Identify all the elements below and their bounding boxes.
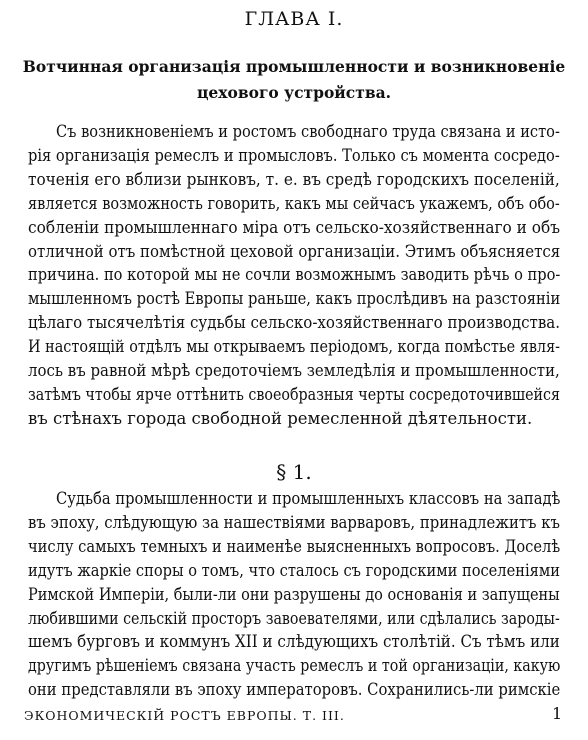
chapter-heading: ГЛАВА I. — [244, 8, 344, 30]
text-line: собленiи промышленнаго мiра отъ сельско-хозяйственнаго и объ — [28, 217, 560, 237]
text-line: Римской Имперiи, были-ли они разрушены до основанiя и запущены — [28, 584, 560, 604]
text-line: рiя организацiя ремеслъ и промысловъ. Только съ момента сосредо- — [28, 145, 560, 165]
text-line: мышленномъ ростѣ Европы раньше, какъ прослѣдивъ на разстоянiи — [28, 289, 561, 309]
text-line: числу самыхъ темныхъ и наименѣе выясненныхъ вопросовъ. Доселѣ — [28, 536, 561, 556]
section-heading: § 1. — [276, 460, 312, 484]
text-line: является возможность говорить, какъ мы сейчасъ укажемъ, объ обо- — [28, 193, 560, 213]
text-line: Съ возникновенiемъ и ростомъ свободнаго труда связана и исто- — [56, 122, 560, 141]
text-line: точенiя его вблизи рынковъ, т. е. въ средѣ городскихъ поселенiй, — [28, 169, 560, 189]
text-line: цѣлаго тысячелѣтiя судьбы сельско-хозяйственнаго производства. — [28, 313, 561, 333]
text-line: идутъ жаркiе споры о томъ, что сталось съ городскими поселенiями — [28, 560, 560, 580]
text-line: они представляли въ эпоху императоровъ. Сохранились-ли римскiе — [28, 680, 561, 700]
text-line: другимъ рѣшенiемъ связана участь ремеслъ и той организацiи, какую — [28, 656, 561, 676]
text-line: причина. по которой мы не сочли возможнымъ заводить рѣчь о про- — [28, 265, 561, 285]
page-number: 1 — [552, 704, 563, 723]
text-line: затѣмъ чтобы ярче оттѣнить своеобразныя черты сосредоточившейся — [28, 384, 561, 404]
chapter-title: Вотчинная организацiя промышленности и возникновенiе цехового устройства. — [22, 57, 566, 102]
running-footer: ЭКОНОМИЧЕСКIЙ РОСТЪ ЕВРОПЫ. Т. III. — [24, 708, 345, 723]
text-line: шемъ бурговъ и коммунъ XII и слѣдующихъ столѣтiй. Съ тѣмъ или — [28, 632, 560, 652]
text-line: въ стѣнахъ города свободной ремесленной дѣятельности. — [28, 408, 533, 428]
text-line: отличной отъ помѣстной цеховой организацiи. Этимъ объясняется — [28, 241, 561, 261]
text-line: любившими сельскiй просторъ завоевателями, или сдѣлались зароды- — [28, 608, 560, 628]
text-line: лось въ равной мѣрѣ средоточiемъ земледѣлiя и промышленности, — [28, 361, 560, 380]
text-line: Судьба промышленности и промышленныхъ классовъ на западѣ — [56, 489, 561, 508]
text-line: И настоящiй отдѣлъ мы открываемъ перiодомъ, когда помѣстье явля- — [28, 337, 561, 357]
text-line: въ эпоху, слѣдующую за нашествiями варваровъ, принадлежитъ къ — [28, 512, 560, 532]
